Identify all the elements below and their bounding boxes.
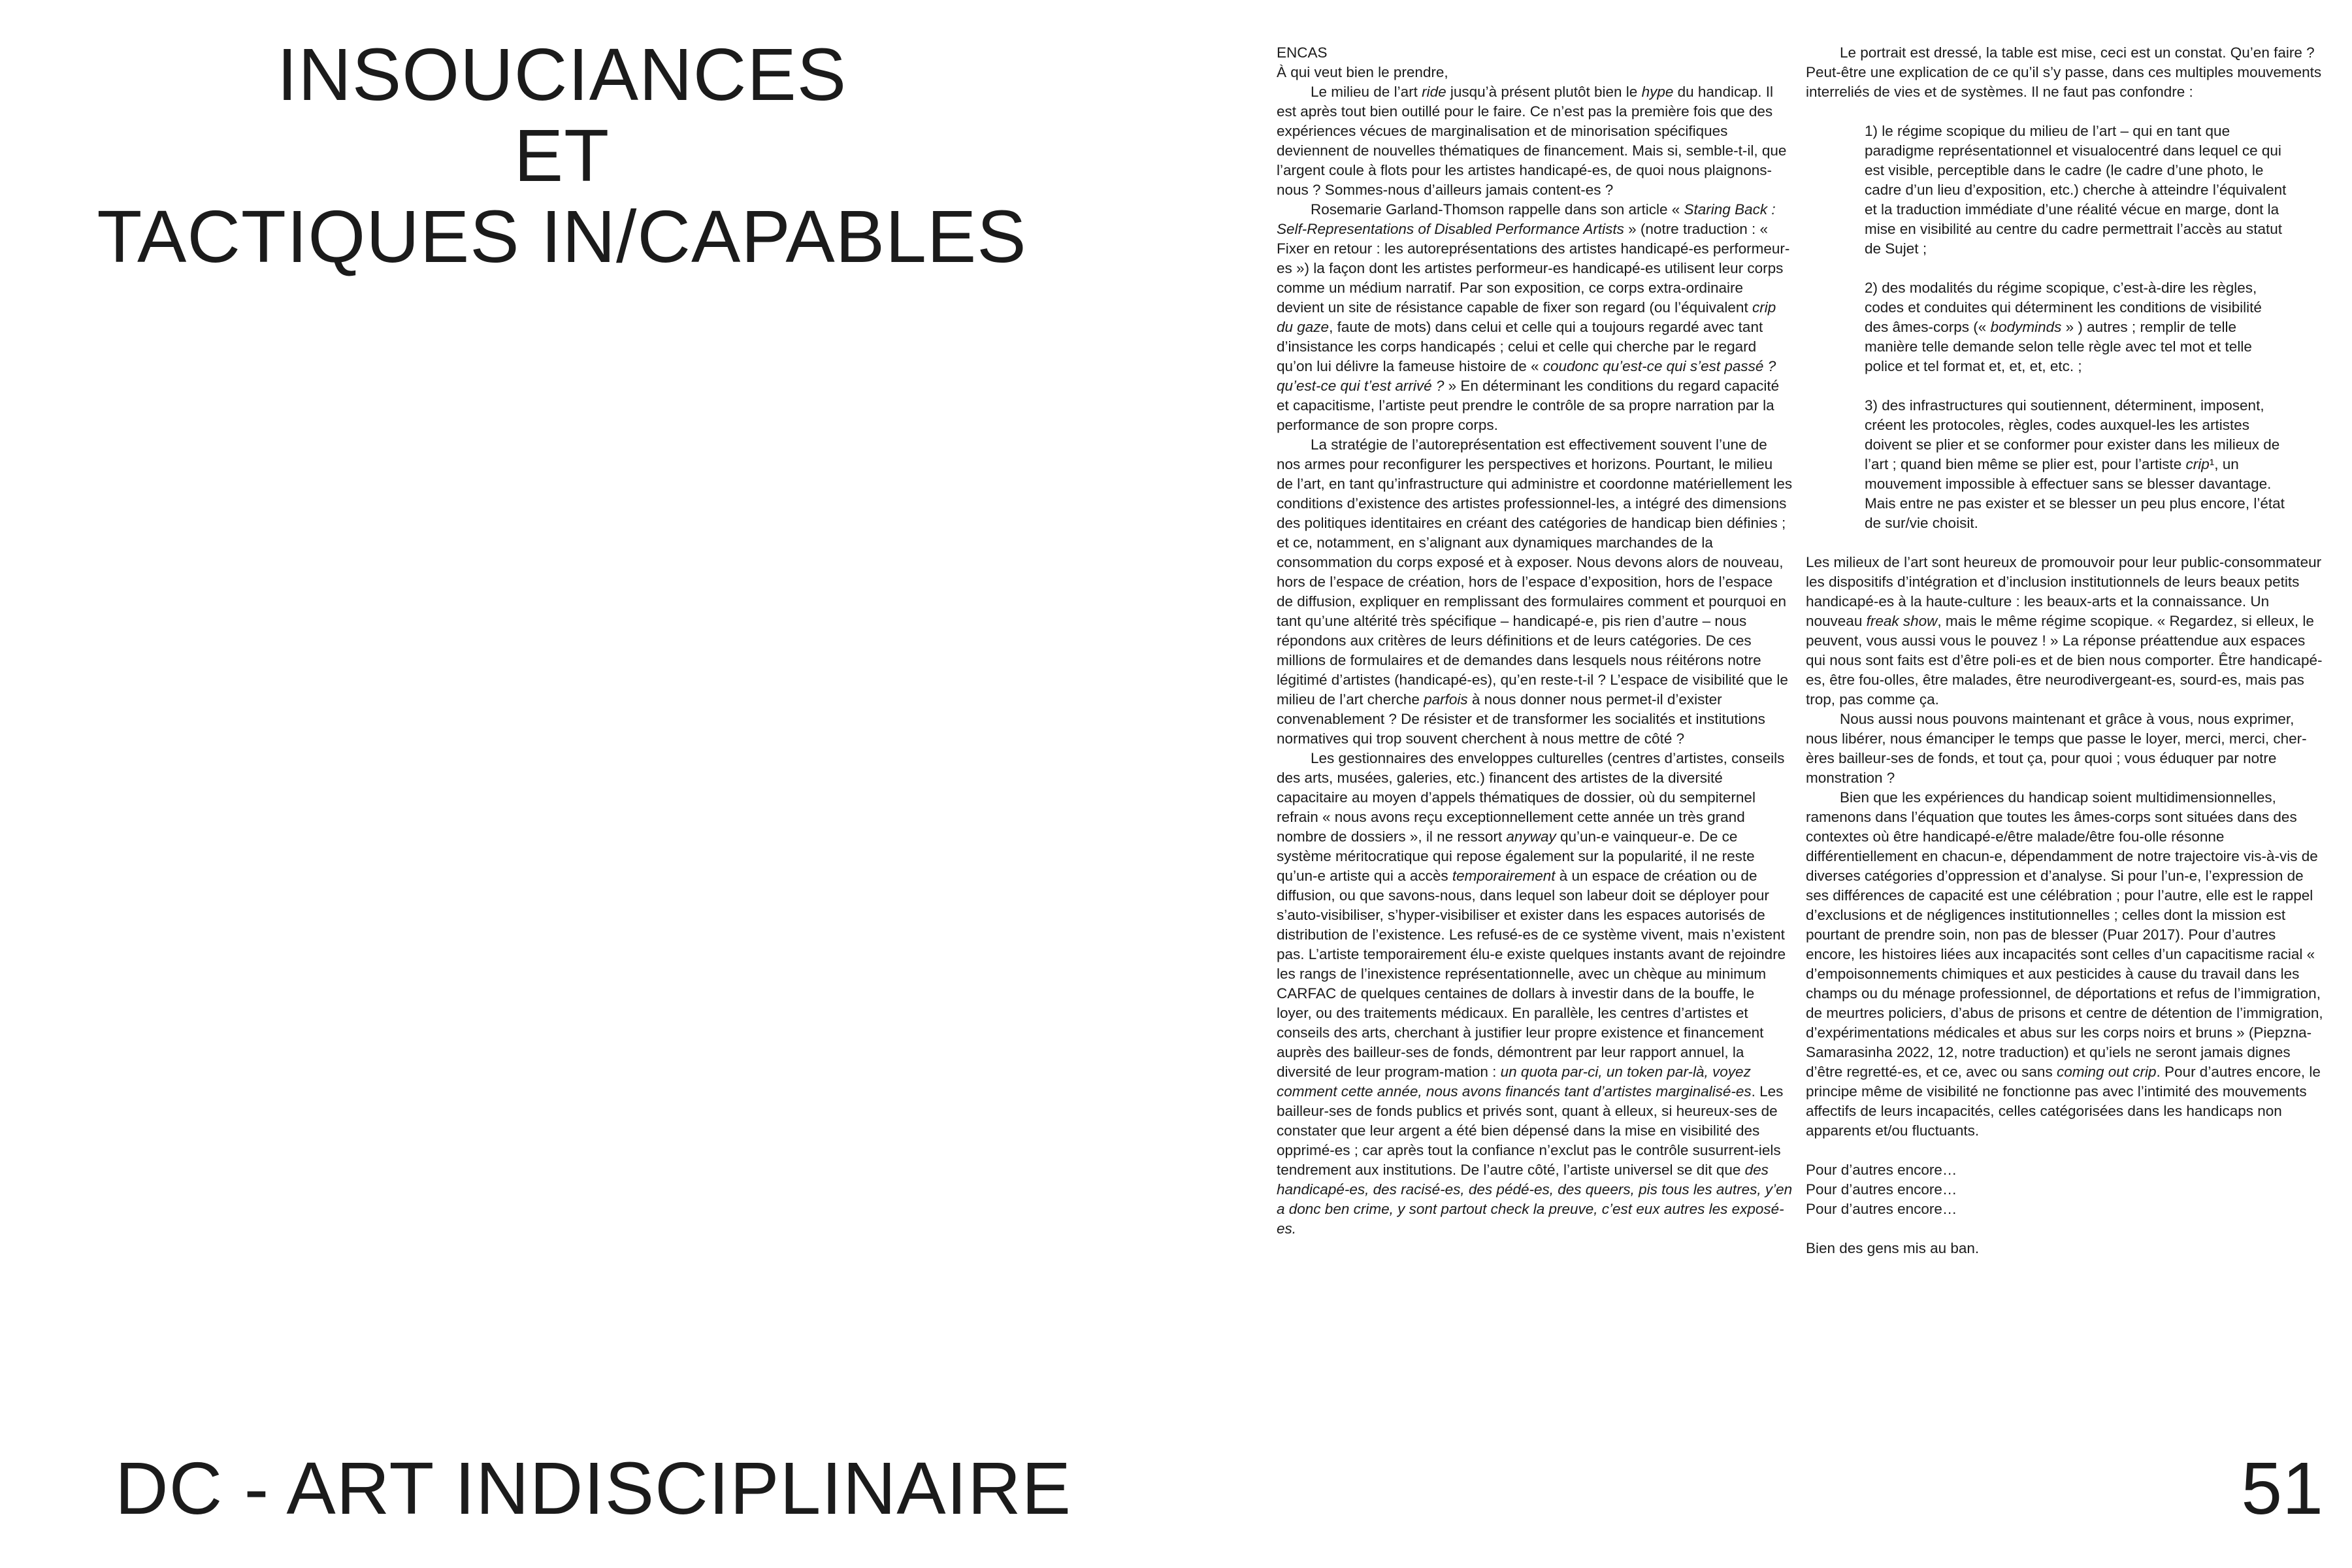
- paragraph: Le portrait est dressé, la table est mise, ceci est un constat. Qu’en faire ? Peut-être une explication de ce qu’il s’y passe, dans ces multiples mouvements interreliés de vies et de systèmes. Il ne faut pas confondre :: [1806, 44, 2322, 100]
- list-item: 2) des modalités du régime scopique, c’est-à-dire les règles, codes et conduites qui déterminent les conditions de visibilité des âmes-corps (« bodyminds » ) autres ; remplir de telle manière telle demande selon telle règle avec tel mot et telle police et tel format et, et, et, etc. ;: [1865, 280, 2262, 374]
- page-title: [91, 34, 1032, 277]
- refrain-line: Pour d’autres encore…: [1806, 1201, 1957, 1217]
- section-heading: ENCAS: [1277, 44, 1328, 61]
- paragraph: Les gestionnaires des enveloppes culturelles (centres d’artistes, conseils des arts, musées, galeries, etc.) financent des artistes de la diversité capacitaire au moyen d’appels thématiques de dossier, où du sempiternel refrain « nous avons reçu exceptionnellement cette année un très grand nombre de dossiers », il ne ressort anyway qu’un-e vainqueur-e. De ce système méritocratique qui repose également sur la popularité, il ne reste qu’un-e artiste qui a accès temporairement à un espace de création ou de diffusion, ou que savons-nous, dans lequel son labeur doit se déployer pour s’auto-visibiliser, s’hyper-visibiliser et exister dans les espaces autorisés de distribution de l’existence. Les refusé-es de ce système vivent, mais n’existent pas. L’artiste temporairement élu-e existe quelques instants avant de rejoindre les rangs de l’inexistence représentationnelle, avec un chèque au minimum CARFAC de quelques centaines de dollars à investir dans de la bouffe, le loyer, ou des traitements médicaux. En parallèle, les centres d’artistes et conseils des arts, cherchant à justifier leur propre existence et financement auprès des bailleur-ses de fonds, démontrent par leur rapport annuel, la diversité de leur program-mation : un quota par-ci, un token par-là, voyez comment cette année, nous avons financés tant d’artistes marginalisé-es. Les bailleur-ses de fonds publics et privés sont, quant à elleux, si heureux-ses de constater que leur argent a été bien dépensé dans la mise en visibilité des opprimé-es ; car après tout la confiance n’exclut pas le contrôle susurrent-iels tendrement aux institutions. De l’autre côté, l’artiste universel se dit que des handicapé-es, des racisé-es, des pédé-es, des queers, pis tous les autres, y’en a donc ben crime, y sont partout check la preuve, c’est eux autres les exposé-es.: [1277, 750, 1793, 1237]
- paragraph: Rosemarie Garland-Thomson rappelle dans son article « Staring Back : Self-Representations of Disabled Performance Artists » (notre traduction : « Fixer en retour : les autoreprésentations des artistes handicapé-es performeur-es ») la façon dont les artistes performeur-es handicapé-es utilisent leur corps comme un médium narratif. Par son exposition, ce corps extra-ordinaire devient un site de résistance capable de fixer son regard (ou l’équivalent crip du gaze, faute de mots) dans celui et celle qui a toujours regardé avec tant d’insistance les corps handicapés ; celui et celle qui cherche par le regard qu’on lui délivre la fameuse histoire de « coudonc qu’est-ce qui s’est passé ? qu’est-ce qui t’est arrivé ? » En déterminant les conditions du regard capacité et capacitisme, l’artiste peut prendre le contrôle de sa propre narration par la performance de son propre corps.: [1277, 201, 1790, 433]
- text-column-right: [1806, 43, 2328, 1258]
- list-item: 1) le régime scopique du milieu de l’art – qui en tant que paradigme représentationnel et visualocentré dans lequel ce qui est visible, perceptible dans le cadre (le cadre d’une photo, le cadre d’un lieu d’exposition, etc.) cherche à atteindre l’équivalent et la traduction immédiate d’une réalité vécue en marge, dont la mise en visibilité au centre du cadre permettrait l’accès au statut de Sujet ;: [1865, 123, 2287, 257]
- text-column-left: [1277, 43, 1793, 1239]
- paragraph: Le milieu de l’art ride jusqu’à présent plutôt bien le hype du handicap. Il est après tout bien outillé pour le faire. Ce n’est pas la première fois que des expériences vécues de marginalisation et de minorisation spécifiques deviennent de nouvelles thématiques de financement. Mais si, semble-t-il, que l’argent coule à flots pour les artistes handicapé-es, de quoi nous plaignons-nous ? Sommes-nous d’ailleurs jamais content-es ?: [1277, 84, 1787, 198]
- footer-section-title: DC - ART INDISCIPLINAIRE: [115, 1447, 1072, 1529]
- numbered-list: [1865, 122, 2289, 533]
- refrain-line: Pour d’autres encore…: [1806, 1162, 1957, 1178]
- title-line-3: TACTIQUES IN/CAPABLES: [97, 195, 1027, 278]
- closing-line: Bien des gens mis au ban.: [1806, 1240, 1980, 1256]
- page-number: 51: [2241, 1447, 2323, 1529]
- list-item: 3) des infrastructures qui soutiennent, déterminent, imposent, créent les protocoles, règles, codes auxquel-les les artistes doivent se plier et se conformer pour exister dans les milieux de l’art ; quand bien même se plier est, pour l’artiste crip¹, un mouvement impossible à effectuer sans se blesser davantage. Mais entre ne pas exister et se blesser un peu plus encore, l’état de sur/vie choisit.: [1865, 397, 2285, 531]
- paragraph: La stratégie de l’autoreprésentation est effectivement souvent l’une de nos armes pour reconfigurer les perspectives et horizons. Pourtant, le milieu de l’art, en tant qu’infrastructure qui administre et coordonne matériellement les conditions d’existence des artistes professionnel-les, a intégré des dimensions des politiques identitaires en créant des catégories de handicap bien définies ; et ce, notamment, en s’alignant aux dynamiques marchandes de la consommation du corps exposé et à exposer. Nous devons alors de nouveau, hors de l’espace de création, hors de l’espace d’exposition, hors de l’espace de diffusion, expliquer en remplissant des formulaires comment et pourquoi en tant qu’une altérité très spécifique – handicapé-e, pis rien d’autre – nous répondons aux critères de leurs définitions et de leurs catégories. De ces millions de formulaires et de demandes dans lesquels nous réitérons notre légitimé d’artistes (handicapé-es), qu’en reste-t-il ? L’espace de visibilité que le milieu de l’art cherche parfois à nous donner nous permet-il d’exister convenablement ? De résister et de transformer les socialités et institutions normatives qui trop souvent cherchent à nous mettre de côté ?: [1277, 436, 1793, 747]
- title-line-2: ET: [514, 114, 610, 197]
- refrain-line: Pour d’autres encore…: [1806, 1181, 1957, 1198]
- paragraph: Les milieux de l’art sont heureux de promouvoir pour leur public-consommateur les dispositifs d’intégration et d’inclusion institutionnels de leurs beaux petits handicapé-es à la haute-culture : les beaux-arts et la connaissance. Un nouveau freak show, mais le même régime scopique. « Regardez, si elleux, le peuvent, vous aussi vous le pouvez ! » La réponse préattendue aux espaces qui nous sont faits est d’être poli-es et de bien nous comporter. Être handicapé-es, être fou-olles, être malades, être neurodivergeant-es, sourd-es, mais pas trop, pas comme ça.: [1806, 554, 2323, 708]
- salutation: À qui veut bien le prendre,: [1277, 64, 1448, 80]
- paragraph: Bien que les expériences du handicap soient multidimensionnelles, ramenons dans l’équation que toutes les âmes-corps sont situées dans des contextes où être handicapé-e/être malade/être fou-olle résonne différentiellement en chacun-e, dépendamment de notre trajectoire vis-à-vis de diverses catégories d’oppression et d’analyse. Si pour l’un-e, l’expression de ses différences de capacité est une célébration ; pour l’autre, elle est le rappel d’exclusions et de négligences institutionnelles ; celles dont la mission est pourtant de prendre soin, non pas de blesser (Puar 2017). Pour d’autres encore, les histoires liées aux incapacités sont celles d’un capacitisme racial « d’empoisonnements chimiques et aux pesticides à cause du travail dans les champs ou du ménage professionnel, de déportations et refus de l’immigration, de meurtres policiers, d’abus de prisons et centre de détention de l’immigration, d’expérimentations médicales et abus sur les corps noirs et bruns » (Piepzna-Samarasinha 2022, 12, notre traduction) et qu’iels ne seront jamais dignes d’être regretté-es, et ce, avec ou sans coming out crip. Pour d’autres encore, le principe même de visibilité ne fonctionne pas avec l’intimité des mouvements affectifs de leurs incapacités, celles catégorisées dans les handicaps non apparents et/ou fluctuants.: [1806, 789, 2323, 1139]
- paragraph: Nous aussi nous pouvons maintenant et grâce à vous, nous exprimer, nous libérer, nous émanciper le temps que passe le loyer, merci, merci, cher-ères bailleur-ses de fonds, et tout ça, pour quoi ; vous éduquer par notre monstration ?: [1806, 711, 2307, 786]
- title-line-1: INSOUCIANCES: [276, 33, 847, 116]
